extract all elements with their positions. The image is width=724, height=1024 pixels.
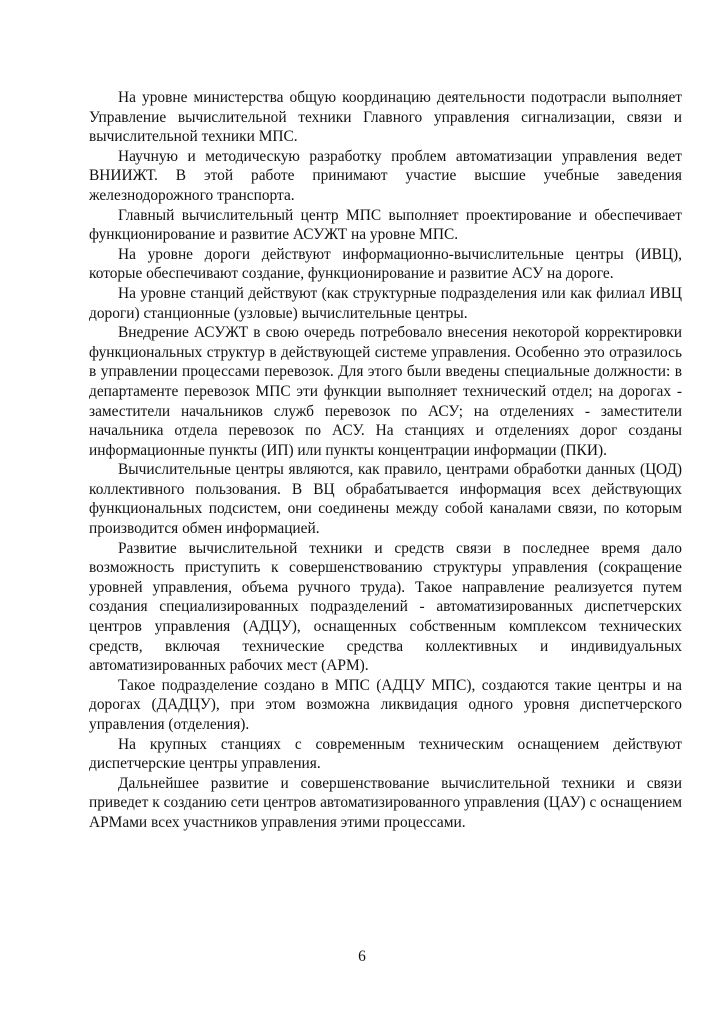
paragraph-ministry-coordination: На уровне министерства общую координацию деятельности подотрасли выполняет Управление вычислительной техники Главного управления сигнализации, связи и вычислительной техники МПС. bbox=[89, 89, 682, 146]
paragraph-future-development: Дальнейшее развитие и совершенствование вычислительной техники и связи приведет к созданию сети центров автоматизированного управления (ЦАУ) с оснащением АРМами всех участников управления этими процессами. bbox=[89, 774, 682, 831]
paragraph-ivc: На уровне дороги действуют информационно-вычислительные центры (ИВЦ), которые обеспечивают создание, функционирование и развитие АСУ на дороге. bbox=[89, 245, 682, 283]
paragraph-adcu-mps: Такое подразделение создано в МПС (АДЦУ МПС), создаются такие центры и на дорогах (ДАДЦУ), при этом возможна ликвидация одного уровня диспетчерского управления (отделения). bbox=[89, 676, 682, 733]
paragraph-station-centers: На уровне станций действуют (как структурные подразделения или как филиал ИВЦ дороги) станционные (узловые) вычислительные центры. bbox=[89, 284, 682, 322]
paragraph-data-processing-centers: Вычислительные центры являются, как правило, центрами обработки данных (ЦОД) коллективного пользования. В ВЦ обрабатывается информация всех действующих функциональных подсистем, они соединены между собой каналами связи, по которым производится обмен информацией. bbox=[89, 461, 682, 538]
paragraph-large-stations: На крупных станциях с современным техническим оснащением действуют диспетчерские центры управления. bbox=[89, 735, 682, 773]
body-text bbox=[89, 88, 682, 833]
paragraph-asuzht-implementation: Внедрение АСУЖТ в свою очередь потребовало внесения некоторой корректировки функциональных структур в действующей системе управления. Особенно это отразилось в управлении процессами перевозок. Для этого были введены специальные должности: в департаменте перевозок МПС эти функции выполняет технический отдел; на дорогах - заместители начальников служб перевозок по АСУ; на отделениях - заместители начальника отдела перевозок по АСУ. На станциях и отделениях дорог созданы информационные пункты (ИП) или пункты концентрации информации (ПКИ). bbox=[89, 324, 682, 459]
paragraph-adcu-development: Развитие вычислительной техники и средств связи в последнее время дало возможность приступить к совершенствованию структуры управления (сокращение уровней управления, объема ручного труда). Такое направление реализуется путем создания специализированных подразделений - автоматизированных диспетчерских центров управления (АДЦУ), оснащенных собственным комплексом технических средств, включая технические средства коллективных и индивидуальных автоматизированных рабочих мест (АРМ). bbox=[89, 539, 682, 675]
paragraph-main-computing-center: Главный вычислительный центр МПС выполняет проектирование и обеспечивает функционирование и развитие АСУЖТ на уровне МПС. bbox=[89, 206, 682, 244]
paragraph-vniizht: Научную и методическую разработку проблем автоматизации управления ведет ВНИИЖТ. В этой работе принимают участие высшие учебные заведения железнодорожного транспорта. bbox=[89, 147, 682, 204]
page-number: 6 bbox=[358, 948, 366, 965]
